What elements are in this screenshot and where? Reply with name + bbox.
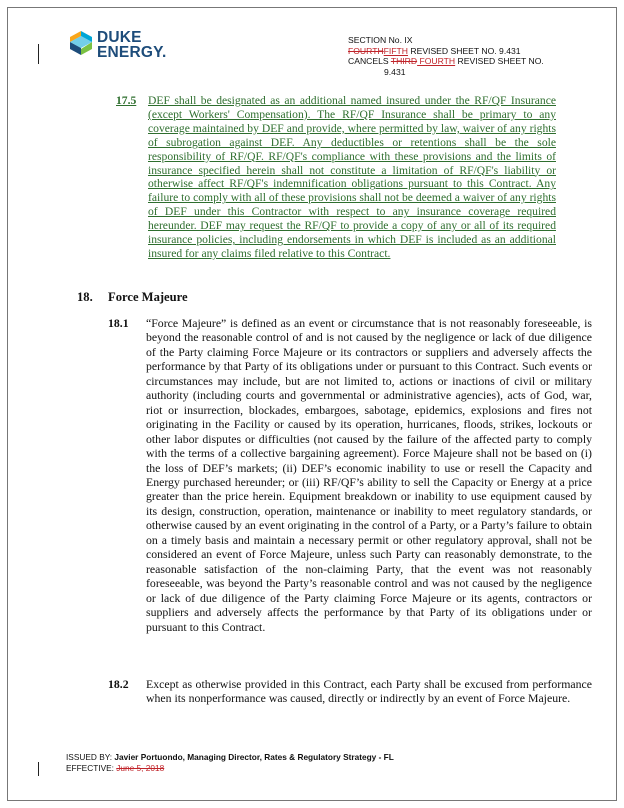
- cancels-sheet-number: 9.431: [384, 66, 406, 77]
- logo-line-2: ENERGY.: [97, 44, 167, 61]
- issued-by-value: Javier Portuondo, Managing Director, Rates & Regulatory Strategy - FL: [114, 752, 394, 762]
- effective-date-deleted: June 5, 2018: [116, 762, 165, 773]
- issued-by-label: ISSUED BY:: [66, 752, 115, 762]
- section-18-heading: [77, 290, 188, 305]
- cancels-rest: REVISED SHEET NO.: [455, 56, 544, 66]
- logo-line-1: DUKE: [97, 29, 142, 46]
- cancels-prefix: CANCELS: [348, 56, 391, 66]
- deleted-revision: FOURTH: [348, 45, 384, 56]
- duke-energy-logo: [65, 28, 200, 68]
- section-17-5-text: DEF shall be designated as an additional named insured under the RF/QF Insurance (except Workers' Compensation). The RF/QF Insurance shall be primary to any coverage maintained by DEF and provide, where permitted by law, waiver of any rights of subrogation against DEF. Any deductibles or retentions shall be the sole responsibility of RF/QF. RF/QF's compliance with these provisions and the limits of insurance specified herein shall not constitute a limitation of RF/QF's liability or otherwise affect RF/QF's indemnification obligations pursuant to this Contract. Any failure to comply with all of these provisions shall not be deemed a waiver of any rights of DEF under this Contractor with respect to any insurance coverage required hereunder. DEF may request the RF/QF to provide a copy of any or all of its required insurance policies, including endorsements in which DEF is included as an additional insured for any claims filed relative to this Contract.: [148, 94, 556, 260]
- sheet-line-rest: REVISED SHEET NO. 9.431: [408, 45, 521, 56]
- inserted-revision: FIFTH: [383, 45, 408, 56]
- cancels-line: [348, 56, 598, 67]
- deleted-cancel-revision: THIRD: [390, 56, 418, 66]
- sheet-header: [348, 35, 598, 77]
- effective-label: EFFECTIVE:: [66, 762, 117, 773]
- duke-energy-logo-icon: [65, 28, 97, 62]
- section-18-1-text: “Force Majeure” is defined as an event or circumstance that is not reasonably foreseeable, is beyond the reasonable control of and is not caused by the negligence or lack of due diligence of the Party claiming Force Majeure or its contractors or suppliers and adversely affects the performance by that Party of its obligations under or pursuant to this Contract. Such events or circumstances may include, but are not limited to, actions or inactions of civil or military authority (including courts and governmental or administrative agencies), acts of God, war, riot or insurrection, blockades, embargoes, sabotage, epidemics, explosions and fires not originating in the Facility or caused by its operation, hurricanes, floods, strikes, lockouts or other labor disputes or difficulties (not caused by the failure of the affected party to comply with the terms of a collective bargaining agreement). Force Majeure shall not be based on (i) the loss of DEF’s markets; (ii) DEF’s economic inability to use or resell the Capacity and Energy purchased hereunder; or (iii) RF/QF’s ability to sell the Capacity or Energy at a price greater than the price herein. Equipment breakdown or inability to use equipment caused by its design, construction, operation, maintenance or inability to meet regulatory standards, or otherwise caused by an event originating in the control of a Party, or a Party’s failure to obtain on a timely basis and maintain a necessary permit or other regulatory approval, shall not be considered an event of Force Majeure, unless such Party can reasonably demonstrate, to the reasonable satisfaction of the non-claiming Party, that the event was not reasonably foreseeable, was beyond the Party’s reasonable control and was not caused by the negligence or lack of due diligence of the Party claiming Force Majeure or its agents, contractors or suppliers and adversely affects the performance by that Party of its obligations under or pursuant to this Contract.: [146, 316, 592, 634]
- issued-by-line: [66, 752, 394, 763]
- section-17-5-number: 17.5: [116, 94, 137, 107]
- inserted-cancel-revision: FOURTH: [417, 56, 456, 66]
- section-18-2-number: 18.2: [108, 677, 129, 691]
- section-18-2-text: Except as otherwise provided in this Contract, each Party shall be excused from performance when its nonperformance was caused, directly or indirectly by an event of Force Majeure.: [146, 677, 592, 706]
- sheet-line: [348, 46, 598, 57]
- logo-wordmark: [97, 30, 166, 60]
- page-footer: [66, 752, 394, 773]
- change-bar-bottom: [38, 762, 39, 776]
- change-bar-top: [38, 44, 39, 64]
- section-number: SECTION No. IX: [348, 35, 413, 45]
- section-18-number: 18.: [77, 290, 93, 304]
- section-18-1-number: 18.1: [108, 316, 129, 330]
- effective-line: [66, 763, 394, 774]
- section-18-title: Force Majeure: [108, 290, 188, 304]
